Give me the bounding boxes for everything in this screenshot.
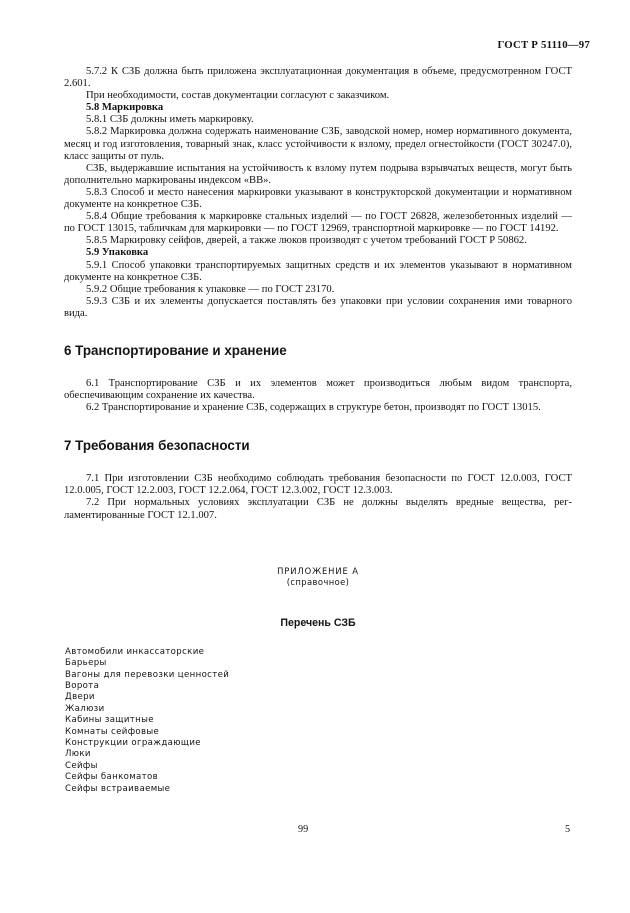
subsection-heading-packaging: 5.9 Упаковка: [86, 247, 149, 259]
list-item: Конструкции ограждающие: [65, 737, 201, 748]
section-title-safety: 7 Требования безопасности: [64, 438, 250, 454]
list-item: Двери: [65, 692, 95, 703]
paragraph-5-9-3: 5.9.3 СЗБ и их элементы допускается поставлять без упаковки при условии сохранения ими товарного вида.: [64, 295, 572, 319]
paragraph-5-7-2: 5.7.2 К СЗБ должна быть приложена эксплуатационная документация в объеме, предусмотренном ГОСТ 2.601.: [64, 66, 572, 90]
list-item: Вагоны для перевозки ценностей: [65, 669, 230, 680]
paragraph-6-1: 6.1 Транспортирование СЗБ и их элементов может производиться любым видом транспорта, обеспечивающим сохранение их качества.: [64, 377, 572, 402]
paragraph-5-8-3: 5.8.3 Способ и место нанесения маркировки указывают в конструкторской документации и нормативном документе на конкретное СЗБ.: [64, 186, 572, 211]
list-item: Ворота: [65, 680, 100, 691]
subsection-heading-marking: 5.8 Маркировка: [86, 102, 164, 114]
list-item: Сейфы встраиваемые: [65, 783, 171, 794]
list-item: Кабины защитные: [65, 715, 154, 726]
page-number: 99: [298, 824, 309, 835]
paragraph-6-2: 6.2 Транспортирование и хранение СЗБ, содержащих в структуре бетон, производят по ГОСТ 13015.: [86, 402, 541, 414]
paragraph-5-9-2: 5.9.2 Общие требования к упаковке — по ГОСТ 23170.: [86, 283, 335, 295]
section-title-transport: 6 Транспортирование и хранение: [64, 342, 287, 358]
paragraph-5-8-5: 5.8.5 Маркировку сейфов, дверей, а также люков производят с учетом требований ГОСТ Р 50862.: [86, 235, 527, 247]
list-item: Барьеры: [65, 658, 107, 669]
protective-means-list: [64, 647, 572, 795]
paragraph-5-8-1: 5.8.1 СЗБ должны иметь маркировку.: [86, 114, 254, 126]
list-item: Люки: [65, 749, 91, 760]
sheet-number: 5: [565, 824, 571, 835]
paragraph-5-9-1: 5.9.1 Способ упаковки транспортируемых защитных средств и их элементов указывают в нормативном документе на конкретное СЗБ.: [64, 259, 572, 283]
list-item: Комнаты сейфовые: [65, 726, 160, 737]
paragraph-7-1: 7.1 При изготовлении СЗБ необходимо соблюдать требования безопасности по ГОСТ 12.0.003, ГОСТ 12.0.005, ГОСТ 12.2.003, ГОСТ 12.2.064, ГОСТ 12.3.002, ГОСТ 12.3.003.: [64, 473, 572, 497]
page-content: [64, 66, 572, 795]
document-header: ГОСТ Р 51110—97: [497, 39, 590, 51]
appendix-list-title: Перечень СЗБ: [280, 616, 356, 629]
paragraph-5-8-2-explosive: СЗБ, выдержавшие испытания на устойчивость к взлому путем подрыва взрывчатых веществ, могут быть дополнительно маркированы индексом «ВВ».: [64, 162, 572, 186]
paragraph-7-2: 7.2 При нормальных условиях эксплуатации СЗБ не должны выделять вредные вещества, регламентированные ГОСТ 12.1.007.: [64, 497, 572, 521]
paragraph-5-8-4: 5.8.4 Общие требования к маркировке стальных изделий — по ГОСТ 26828, железобетонных изделий — по ГОСТ 13015, табличкам для маркировки — по ГОСТ 12969, транспортной маркировке — по ГОСТ 14192.: [64, 211, 572, 235]
appendix-type-note: (справочное): [286, 576, 350, 587]
paragraph-5-8-2: 5.8.2 Маркировка должна содержать наименование СЗБ, заводской номер, номер нормативного документа, месяц и год изготовления, товарный знак, класс устойчивости к взлому, предел огнестойкости (ГОСТ 30247.0), класс защиты от пуль.: [64, 126, 572, 162]
list-item: Автомобили инкассаторские: [65, 646, 205, 657]
list-item: Сейфы: [65, 760, 98, 771]
paragraph-5-7-2-note: При необходимости, состав документации согласуют с заказчиком.: [86, 90, 390, 102]
appendix-label: ПРИЛОЖЕНИЕ А: [277, 565, 359, 576]
list-item: Сейфы банкоматов: [65, 772, 159, 783]
list-item: Жалюзи: [65, 703, 105, 714]
